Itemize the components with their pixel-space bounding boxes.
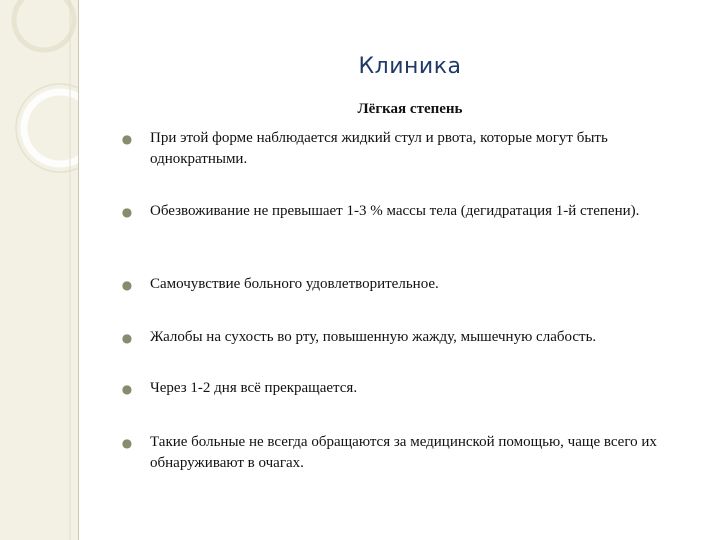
slide-title: Клиника	[358, 54, 462, 79]
bullet-text: Через 1-2 дня всё прекращается.	[150, 380, 358, 396]
bullet-text: Жалобы на сухость во рту, повышенную жажду, мышечную слабость.	[150, 329, 597, 345]
bullet-text: Такие больные не всегда обращаются за медицинской помощью, чаще всего их обнаруживают в очагах.	[150, 434, 657, 471]
bullet-text: Обезвоживание не превышает 1-3 % массы тела (дегидратация 1-й степени).	[150, 203, 640, 219]
bullet-dot-icon: ●	[121, 331, 133, 345]
bullet-text: При этой форме наблюдается жидкий стул и рвота, которые могут быть однократными.	[150, 130, 608, 167]
bullet-dot-icon: ●	[121, 205, 133, 219]
bullet-dot-icon: ●	[121, 436, 133, 450]
bullet-dot-icon: ●	[121, 278, 133, 292]
bullet-dot-icon: ●	[121, 132, 133, 146]
bullet-dot-icon: ●	[121, 382, 133, 396]
section-subtitle: Лёгкая степень	[357, 101, 463, 117]
bullet-text: Самочувствие больного удовлетворительное.	[150, 276, 439, 292]
